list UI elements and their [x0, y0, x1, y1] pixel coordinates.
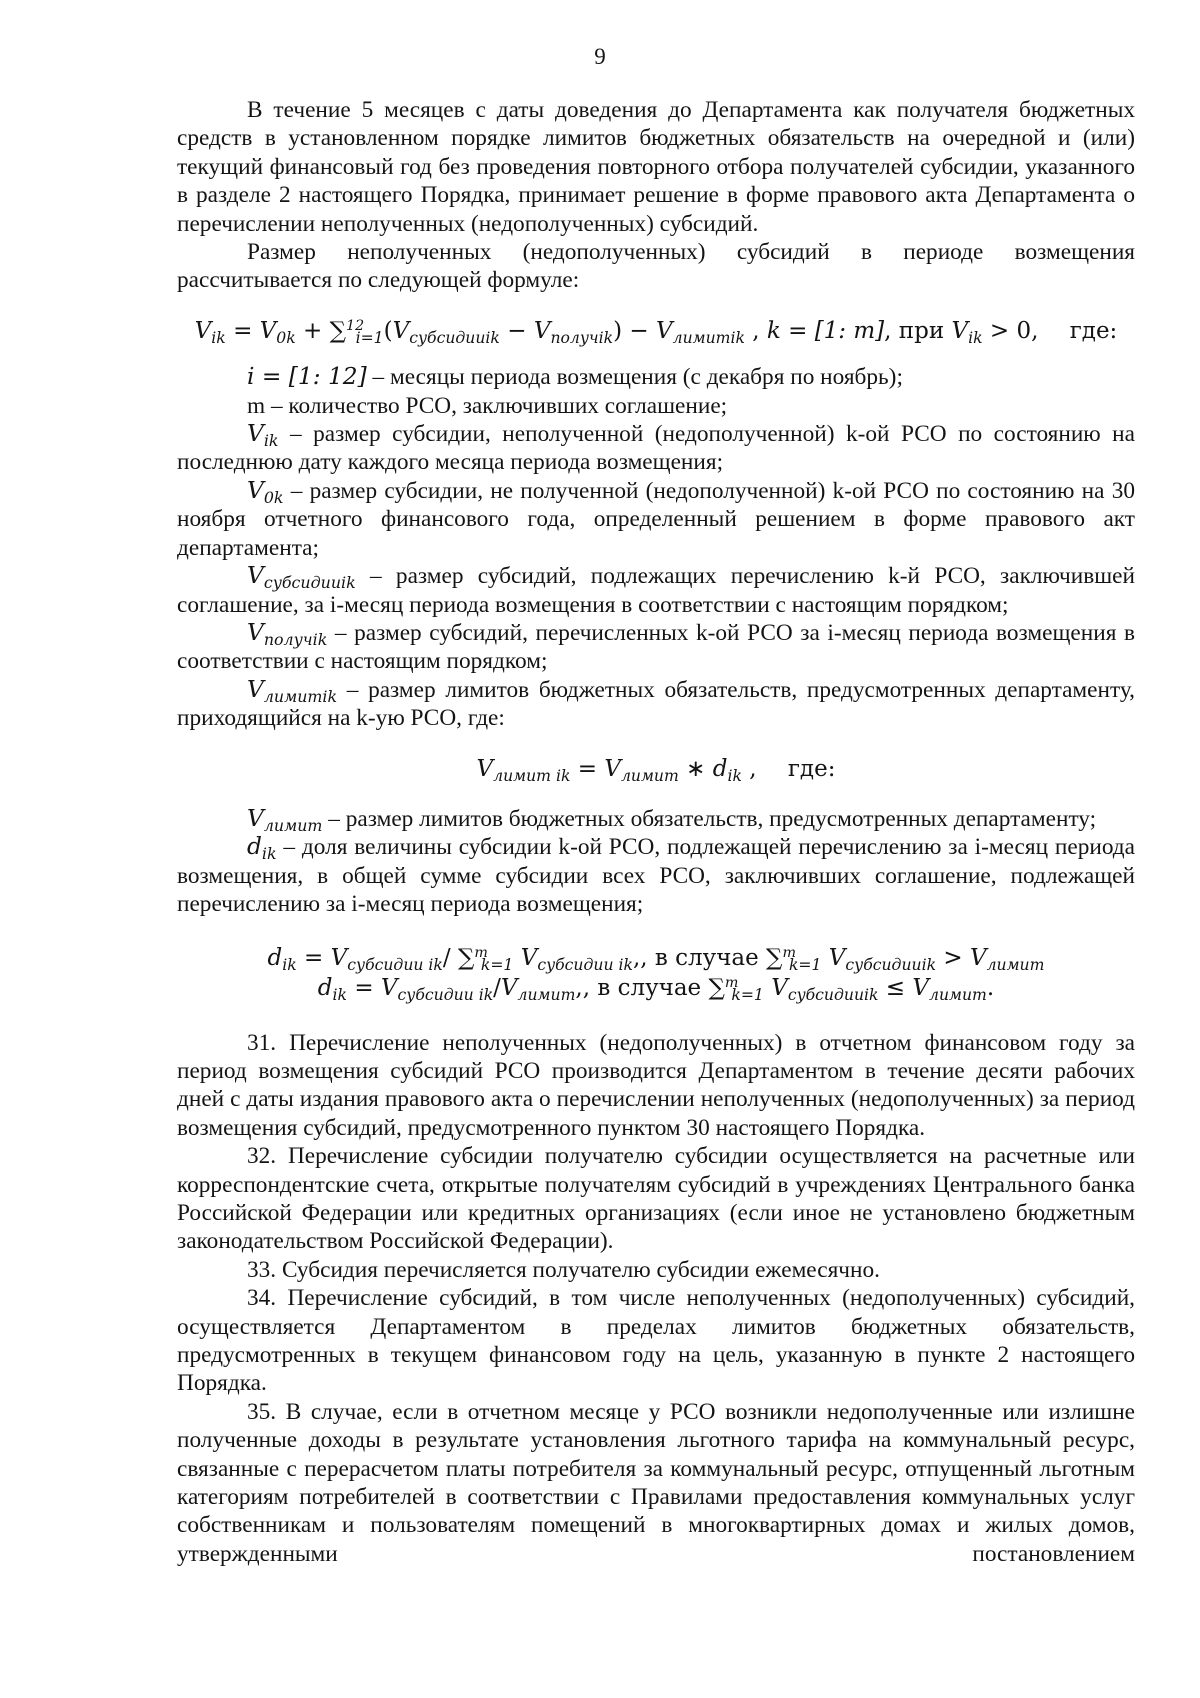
formula-share-line-2: $d_{ik} = V_{субсидии ik}/V_{лимит}$,, в случае ∑$^m_{k=1}$ $V_{субсидииik} \le V_{лимит}$. [317, 974, 995, 1004]
item-35: 35. В случае, если в отчетном месяце у РСО возникли недополученные или излишне полученные доходы в результате установления льготного тарифа на коммунальный ресурс, связанные с перерасчетом платы потребителя за коммунальный ресурс, отпущенный льготным категориям потребителей в соответствии с Правилами предоставления коммунальных услуг собственникам и пользователям помещений в многоквартирных домах и жилых домов, утвержденными постановлением [177, 1398, 1135, 1567]
formula-limit: $V_{лимит ik} = V_{лимит}$ ∗ $d_{ik}$ , где: [476, 755, 836, 785]
formula-share-line-1: $d_{ik} = V_{субсидии ik}/$ ∑$^m_{k=1}$ $V_{субсидии ik}$,, в случае ∑$^m_{k=1}$ $V_{субсидииik} > V_{лимит}$ [267, 944, 1045, 974]
definition-i: i = [1: 12] – месяцы периода возмещения (с декабря по ноябрь); [247, 363, 903, 391]
paragraph: Размер неполученных (недополученных) субсидий в периоде возмещения рассчитывается по следующей формуле: [177, 239, 1135, 294]
page-body [177, 96, 1135, 1568]
definition-v0k: $V_{0k}$ – размер субсидии, не полученной (недополученной) k-ой РСО по состоянию на 30 ноября отчетного финансового года, определенный решением в форме правового акт департамента; [177, 476, 1135, 561]
item-33: 33. Субсидия перечисляется получателю субсидии ежемесячно. [247, 1256, 880, 1283]
formula-main: $V_{ik} = V_{0k} + \sum^{12}_{i=1}(V_{субсидииik} - V_{получik}) - V_{лимитik}$ , k = [1: m], при $V_{ik} > 0$, где: [194, 317, 1118, 347]
definition-dik: $d_{ik}$ – доля величины субсидии k-ой РСО, подлежащей перечислению за i-месяц периода возмещения, в общей сумме субсидии всех РСО, заключивших соглашение, подлежащей перечислению за i-месяц периода возмещения; [177, 833, 1135, 918]
item-32: 32. Перечисление субсидии получателю субсидии осуществляется на расчетные или корреспондентские счета, открытые получателям субсидий в учреждениях Центрального банка Российской Федерации или кредитных организациях (если иное не установлено бюджетным законодательством Российской Федерации). [177, 1143, 1135, 1255]
paragraph: В течение 5 месяцев с даты доведения до Департамента как получателя бюджетных средств в установленном порядке лимитов бюджетных обязательств на очередной и (или) текущий финансовый год без проведения повторного отбора получателей субсидии, указанного в разделе 2 настоящего Порядка, принимает решение в форме правового акта Департамента о перечислении неполученных (недополученных) субсидий. [177, 97, 1135, 237]
item-31: 31. Перечисление неполученных (недополученных) в отчетном финансовом году за период возмещения субсидий РСО производится Департаментом в течение десяти рабочих дней с даты издания правового акта о перечислении неполученных (недополученных) за период возмещения субсидий, предусмотренного пунктом 30 настоящего Порядка. [177, 1029, 1135, 1141]
definition-vpoluch: $V_{получik}$ – размер субсидий, перечисленных k-ой РСО за i-месяц периода возмещения в соответствии с настоящим порядком; [177, 618, 1135, 675]
formula-share [177, 943, 1135, 1003]
definition-m: m – количество РСО, заключивших соглашение; [247, 392, 728, 419]
page-number: 9 [594, 44, 606, 69]
definition-vik: $V_{ik}$ – размер субсидии, неполученной (недополученной) k-ой РСО по состоянию на последнюю дату каждого месяца периода возмещения; [177, 420, 1135, 476]
definition-vsubsidii: $V_{субсидииik}$ – размер субсидий, подлежащих перечислению k-й РСО, заключившей соглашение, за i-месяц периода возмещения в соответствии с настоящим порядком; [177, 562, 1135, 618]
item-34: 34. Перечисление субсидий, в том числе неполученных (недополученных) субсидий, осуществляется Департаментом в пределах лимитов бюджетных обязательств, предусмотренных в текущем финансовом году на цель, указанную в пункте 2 настоящего Порядка. [177, 1285, 1135, 1397]
definition-vlimit: $V_{лимитik}$ – размер лимитов бюджетных обязательств, предусмотренных департаменту, приходящийся на k-ую РСО, где: [177, 675, 1135, 732]
definition-limit: $V_{лимит}$ – размер лимитов бюджетных обязательств, предусмотренных департаменту; [247, 804, 1097, 835]
